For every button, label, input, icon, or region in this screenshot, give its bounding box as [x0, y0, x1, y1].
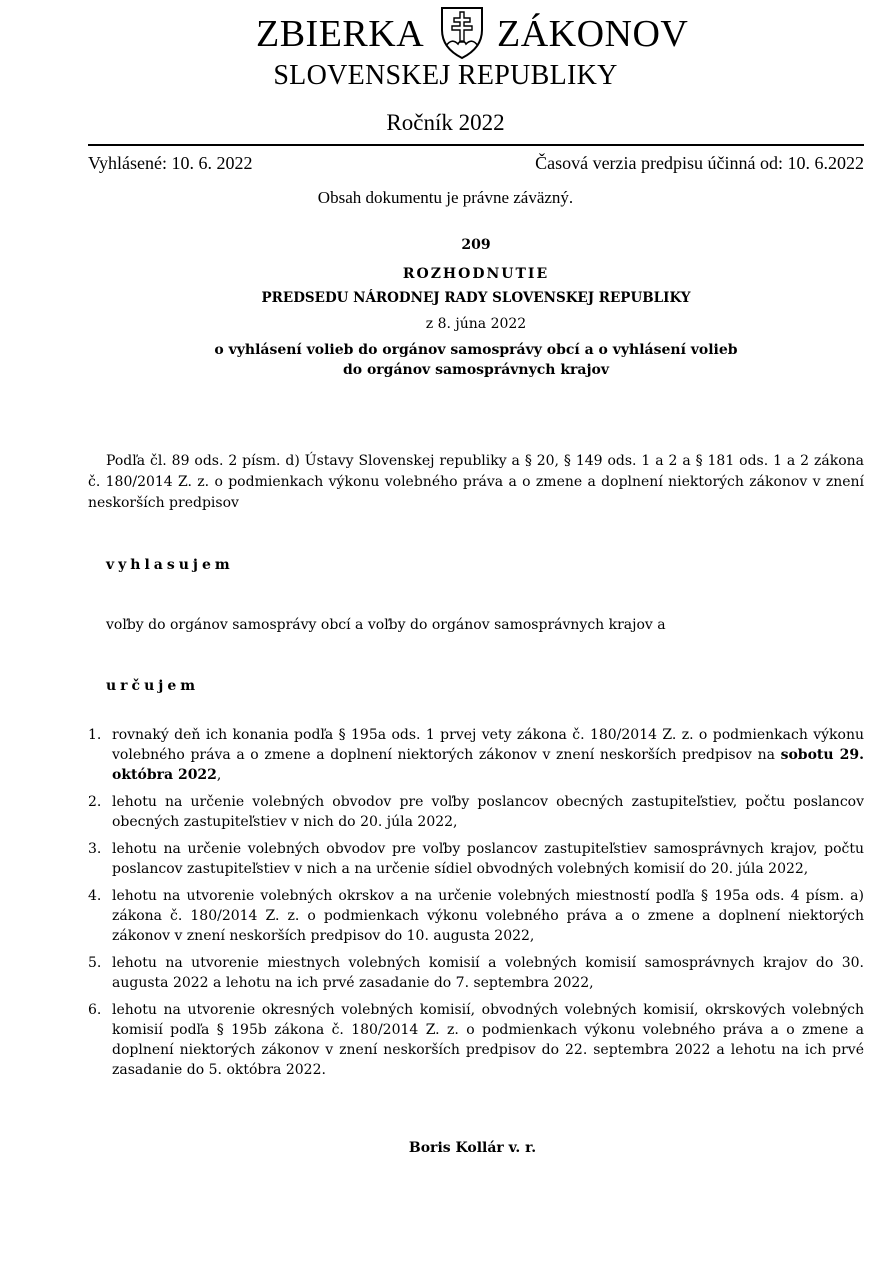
urcujem-heading: určujem — [106, 678, 200, 694]
election-date: sobotu 29. októbra 2022 — [112, 747, 864, 783]
document-type: ROZHODNUTIE — [402, 266, 550, 282]
list-item — [88, 886, 864, 946]
effective-version: Časová verzia predpisu účinná od: 10. 6.2022 — [535, 153, 864, 173]
list-item-text: lehotu na utvorenie okresných volebných komisií, obvodných volebných komisií, okrskových volebných komisií podľa § 195b zákona č. 180/2014 Z. z. o podmienkach výkonu volebného práva a o zmene a doplnení niektorých zákonov v znení neskorších predpisov do 22. septembra 2022 a lehotu na ich prvé zasadanie do 5. októbra 2022. — [112, 1002, 864, 1078]
list-item — [88, 792, 864, 832]
list-item-text: lehotu na utvorenie miestnych volebných komisií a volebných komisií samosprávnych krajov do 30. augusta 2022 a lehotu na ich prvé zasadanie do 7. septembra 2022, — [112, 955, 864, 991]
masthead-title-right: ZÁKONOV — [497, 13, 689, 55]
subject-line-1: o vyhlásení volieb do orgánov samosprávy obcí a o vyhlásení volieb — [214, 342, 738, 358]
masthead-title-left: ZBIERKA — [256, 13, 425, 55]
list-item-number: 5. — [88, 955, 102, 971]
document-date: z 8. júna 2022 — [425, 316, 527, 332]
document-number: 209 — [461, 237, 491, 253]
list-item-number: 2. — [88, 794, 102, 810]
list-item-text: lehotu na určenie volebných obvodov pre voľby poslancov zastupiteľstiev samosprávnych krajov, počtu poslancov zastupiteľstiev v nich a na určenie sídiel obvodných volebných komisií do 20. júla 2022, — [112, 841, 864, 877]
list-item-tail: , — [216, 767, 222, 783]
subject-line-2: do orgánov samosprávnych krajov — [342, 362, 610, 378]
deadlines-list — [88, 725, 864, 1087]
masthead — [0, 4, 891, 64]
announced-date: Vyhlásené: 10. 6. 2022 — [88, 153, 253, 173]
list-item — [88, 953, 864, 993]
signature: Boris Kollár v. r. — [408, 1140, 537, 1156]
list-item-number: 4. — [88, 888, 102, 904]
document-issuer: PREDSEDU NÁRODNEJ RADY SLOVENSKEJ REPUBLIKY — [261, 290, 691, 306]
list-item — [88, 839, 864, 879]
list-item — [88, 1000, 864, 1080]
intro-paragraph: Podľa čl. 89 ods. 2 písm. d) Ústavy Slovenskej republiky a § 20, § 149 ods. 1 a 2 a § 181 ods. 1 a 2 zákona č. 180/2014 Z. z. o podmienkach výkonu volebného práva a o zmene a doplnení niektorých zákonov v znení neskorších predpisov — [88, 453, 864, 511]
list-item-number: 3. — [88, 841, 102, 857]
vyhlasujem-heading: vyhlasujem — [106, 557, 234, 573]
list-item — [88, 725, 864, 785]
list-item-number: 6. — [88, 1002, 102, 1018]
list-item-text: rovnaký deň ich konania podľa § 195a ods. 1 prvej vety zákona č. 180/2014 Z. z. o podmienkach výkonu volebného práva a o zmene a doplnení niektorých zákonov v znení neskorších predpisov na — [112, 727, 864, 763]
masthead-subtitle: SLOVENSKEJ REPUBLIKY — [273, 60, 618, 91]
document-subject — [88, 340, 864, 380]
binding-note: Obsah dokumentu je právne záväzný. — [317, 188, 574, 207]
slovak-coat-of-arms-icon — [438, 4, 486, 60]
list-item-text: lehotu na určenie volebných obvodov pre voľby poslancov obecných zastupiteľstiev, počtu poslancov obecných zastupiteľstiev v nich do 20. júla 2022, — [112, 794, 864, 830]
list-item-text: lehotu na utvorenie volebných okrskov a na určenie volebných miestností podľa § 195a ods. 4 písm. a) zákona č. 180/2014 Z. z. o podmienkach výkonu volebného práva a o zmene a doplnení niektorých zákonov v znení neskorších predpisov do 10. augusta 2022, — [112, 888, 864, 944]
header-divider — [88, 144, 864, 146]
list-item-number: 1. — [88, 727, 102, 743]
elections-statement: voľby do orgánov samosprávy obcí a voľby do orgánov samosprávnych krajov a — [106, 617, 666, 633]
volume-year: Ročník 2022 — [386, 110, 505, 135]
